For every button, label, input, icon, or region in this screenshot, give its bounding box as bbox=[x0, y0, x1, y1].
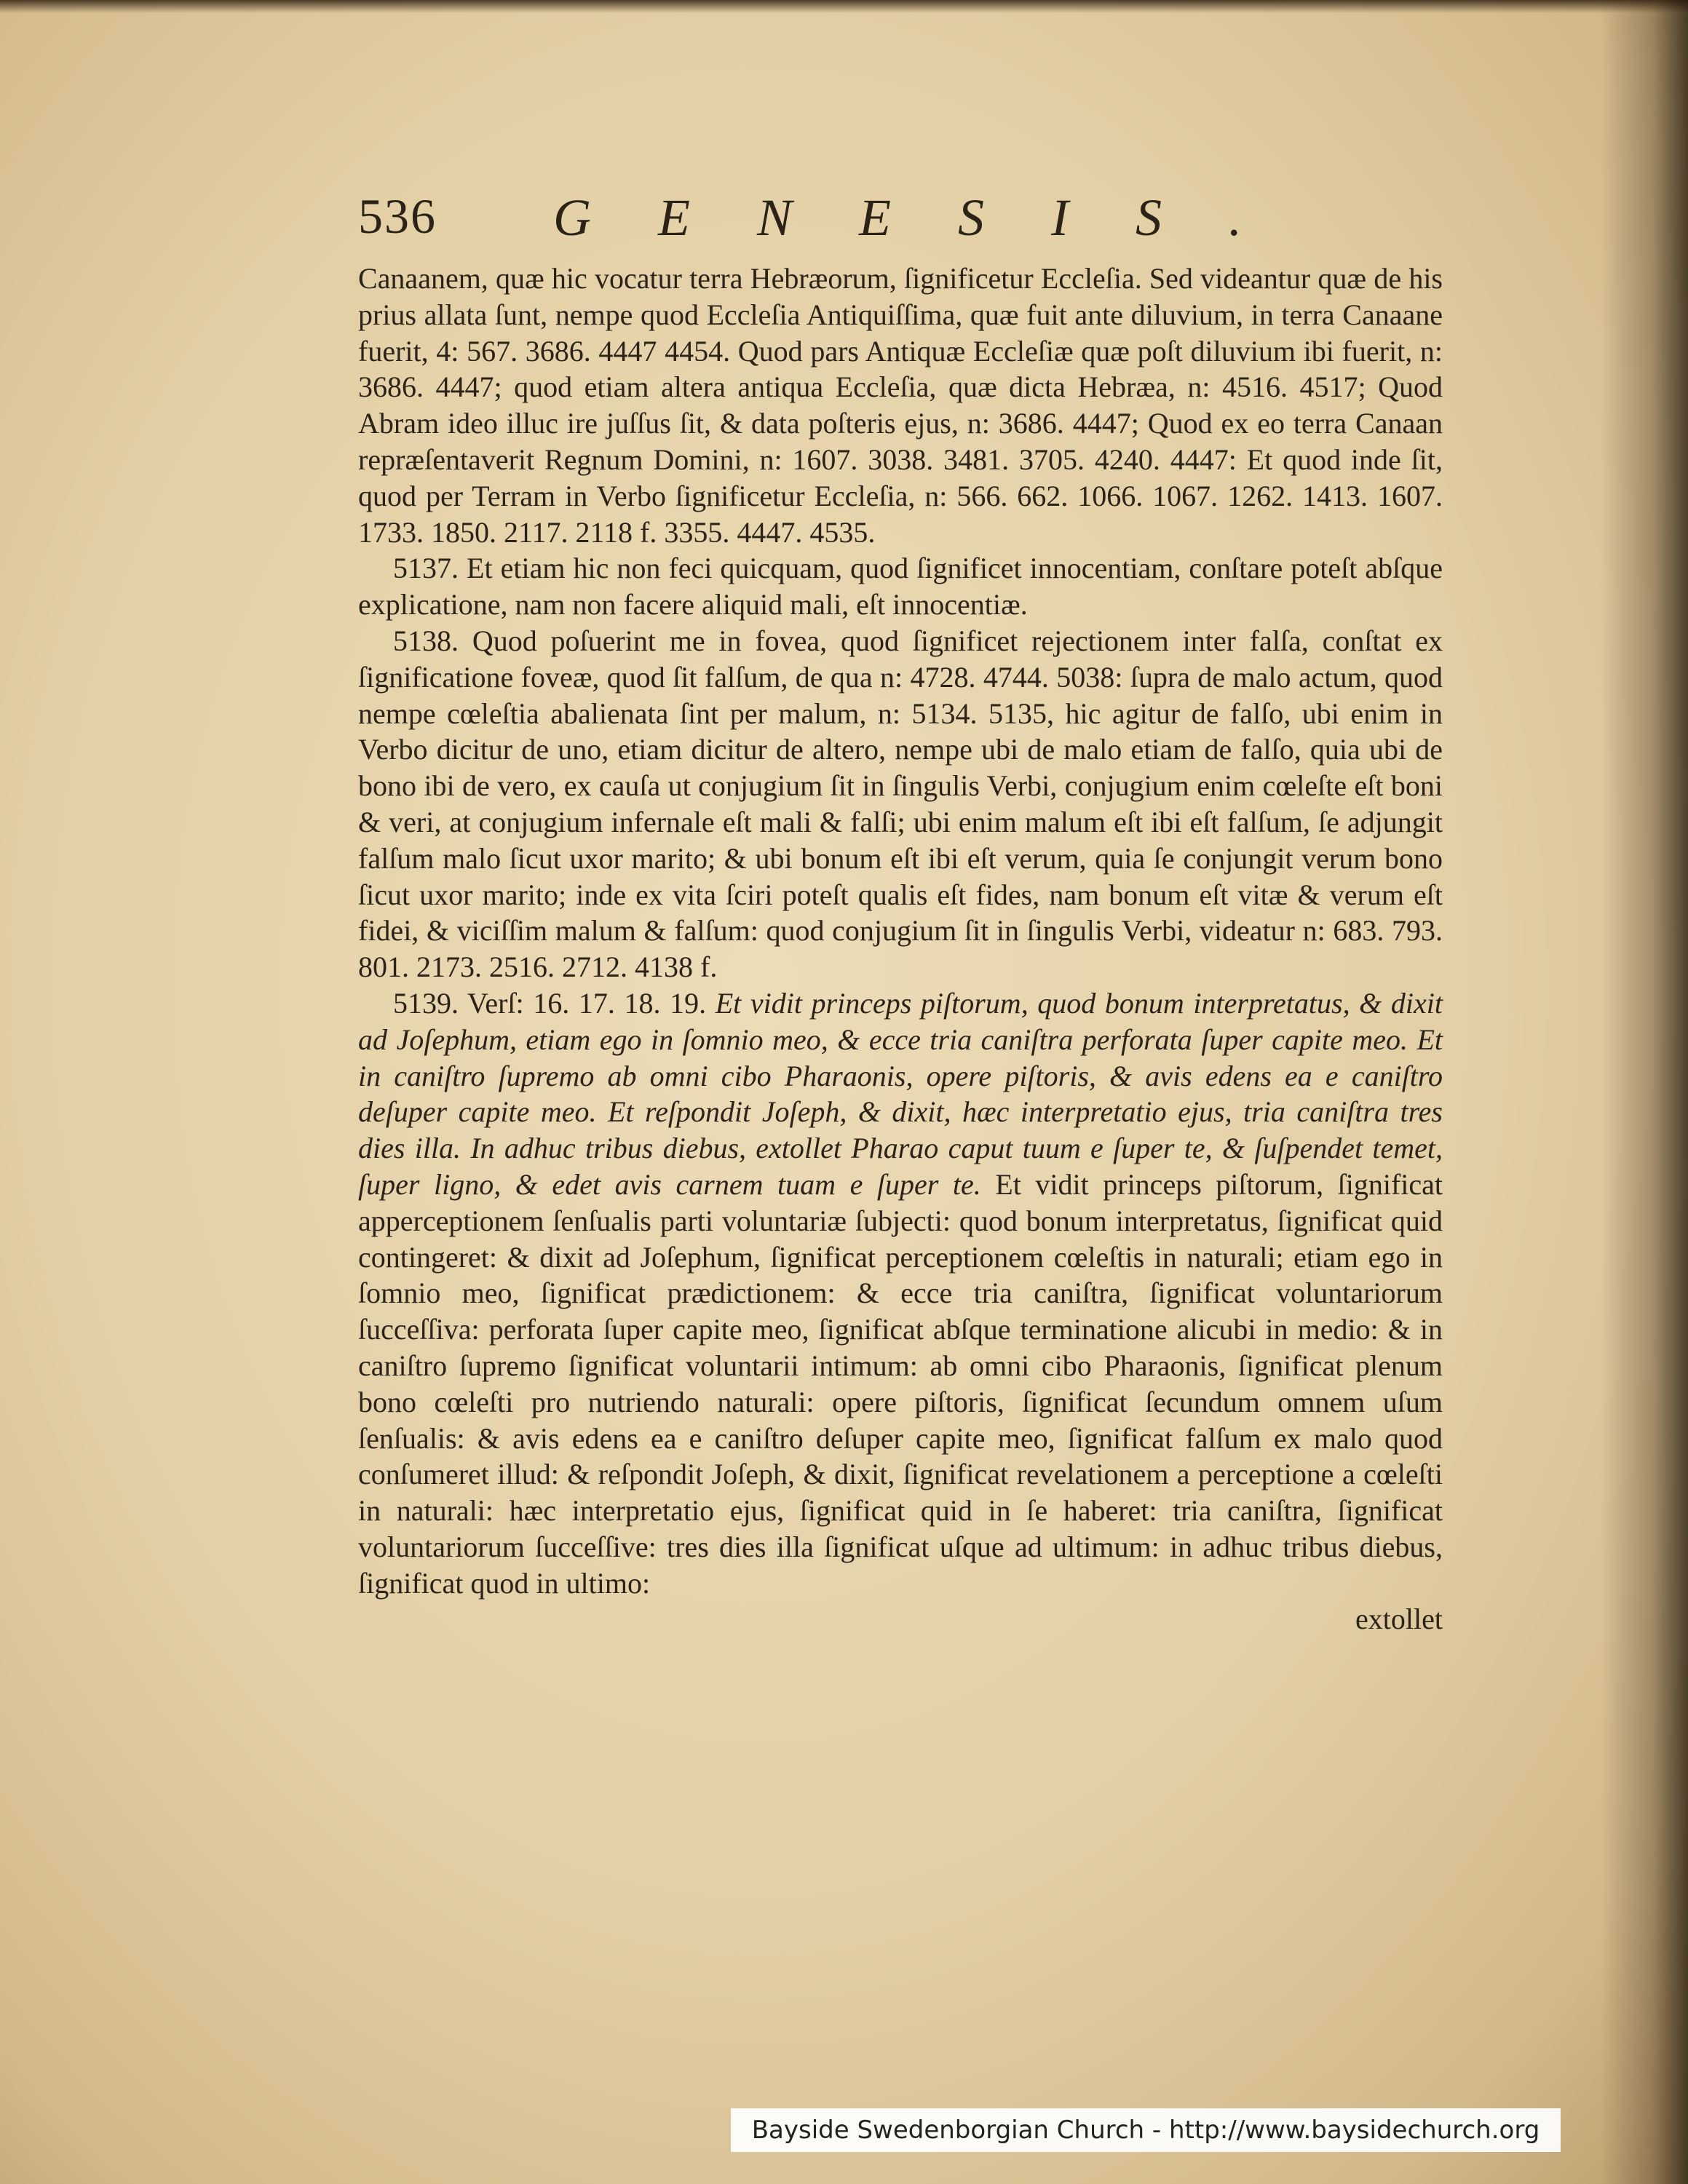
spine-shadow bbox=[1601, 0, 1688, 2184]
paragraph-5139-verse: Et vidit princeps piſtorum, quod bonum interpretatus, & dixit ad Joſephum, etiam ego in ſomnio meo, & ecce tria caniſtra perforata ſuper capite meo. Et in caniſtro ſupremo ab omni cibo Pharaonis, opere piſtoris, & avis edens ea e caniſtro deſuper capite meo. Et reſpondit Joſeph, & dixit, hæc interpretatio ejus, tria caniſtra tres dies illa. In adhuc tribus diebus, extollet Pharao caput tuum e ſuper te, & ſuſpendet temet, ſuper ligno, & edet avis carnem tuam e ſuper te. bbox=[358, 986, 1443, 1201]
paragraph-5139-lead: 5139. Verſ: 16. 17. 18. 19. bbox=[393, 986, 707, 1020]
paragraph-5139 bbox=[358, 985, 1443, 1602]
top-edge-shadow bbox=[0, 0, 1688, 13]
paragraph-5138: 5138. Quod poſuerint me in fovea, quod ſignificet rejectionem inter falſa, conſtat ex ſignificatione foveæ, quod ſit falſum, de qua n: 4728. 4744. 5038: ſupra de malo actum, quod nempe cœleſtia abalienata ſint per malum, n: 5134. 5135, hic agitur de falſo, ubi enim in Verbo dicitur de uno, etiam dicitur de altero, nempe ubi de malo etiam de falſo, quia ubi de bono ibi de vero, ex cauſa ut conjugium ſit in ſingulis Verbi, conjugium enim cœleſte eſt boni & veri, at conjugium infernale eſt mali & falſi; ubi enim malum eſt ibi eſt falſum, ſe adjungit falſum malo ſicut uxor marito; & ubi bonum eſt ibi eſt verum, quia ſe conjungit verum bono ſicut uxor marito; inde ex vita ſciri poteſt qualis eſt fides, nam bonum eſt vitæ & verum eſt fidei, & viciſſim malum & falſum: quod conjugium ſit in ſingulis Verbi, videatur n: 683. 793. 801. 2173. 2516. 2712. 4138 f. bbox=[358, 624, 1443, 984]
paragraph-5137: 5137. Et etiam hic non feci quicquam, quod ſignificet innocentiam, conſtare poteſt abſque explicatione, nam non facere aliquid mali, eſt innocentiæ. bbox=[358, 552, 1443, 622]
catchword: extollet bbox=[1355, 1603, 1443, 1636]
text-block bbox=[358, 188, 1443, 1637]
paragraph-continuation: Canaanem, quæ hic vocatur terra Hebræorum, ſignificetur Eccleſia. Sed videantur quæ de his prius allata ſunt, nempe quod Eccleſia Antiquiſſima, quæ fuit ante diluvium, in terra Canaane fuerit, 4: 567. 3686. 4447 4454. Quod pars Antiquæ Eccleſiæ quæ poſt diluvium ibi fuerit, n: 3686. 4447; quod etiam altera antiqua Eccleſia, quæ dicta Hebræa, n: 4516. 4517; Quod Abram ideo illuc ire juſſus ſit, & data poſteris ejus, n: 3686. 4447; Quod ex eo terra Canaan repræſentaverit Regnum Domini, n: 1607. 3038. 3481. 3705. 4240. 4447: Et quod inde ſit, quod per Terram in Verbo ſignificetur Eccleſia, n: 566. 662. 1066. 1067. 1262. 1413. 1607. 1733. 1850. 2117. 2118 f. 3355. 4447. 4535. bbox=[358, 262, 1443, 549]
watermark-banner: Bayside Swedenborgian Church - http://www.baysidechurch.org bbox=[731, 2108, 1561, 2152]
running-title: GENESIS. bbox=[553, 188, 1309, 247]
paragraph-5139-explanation: Et vidit princeps piſtorum, ſignificat apperceptionem ſenſualis parti voluntariæ ſubjecti: quod bonum interpretatus, ſignificat quid contingeret: & dixit ad Joſephum, ſignificat perceptionem cœleſtis in naturali; etiam ego in ſomnio meo, ſignificat prædictionem: & ecce tria caniſtra, ſignificat voluntariorum ſucceſſiva: perforata ſuper capite meo, ſignificat abſque terminatione alicubi in medio: & in caniſtro ſupremo ſignificat voluntarii intimum: ab omni cibo Pharaonis, ſignificat plenum bono cœleſti pro nutriendo naturali: opere piſtoris, ſignificat ſecundum omnem uſum ſenſualis: & avis edens ea e caniſtro deſuper capite meo, ſignificat falſum ex malo quod conſumeret illud: & reſpondit Joſeph, & dixit, ſignificat revelationem a perceptione a cœleſti in naturali: hæc interpretatio ejus, ſignificat quid in ſe haberet: tria caniſtra, ſignificat voluntariorum ſucceſſive: tres dies illa ſignificat uſque ad ultimum: in adhuc tribus diebus, ſignificat quod in ultimo: bbox=[358, 1167, 1443, 1600]
page-header bbox=[358, 188, 1443, 261]
page-number: 536 bbox=[358, 188, 437, 244]
